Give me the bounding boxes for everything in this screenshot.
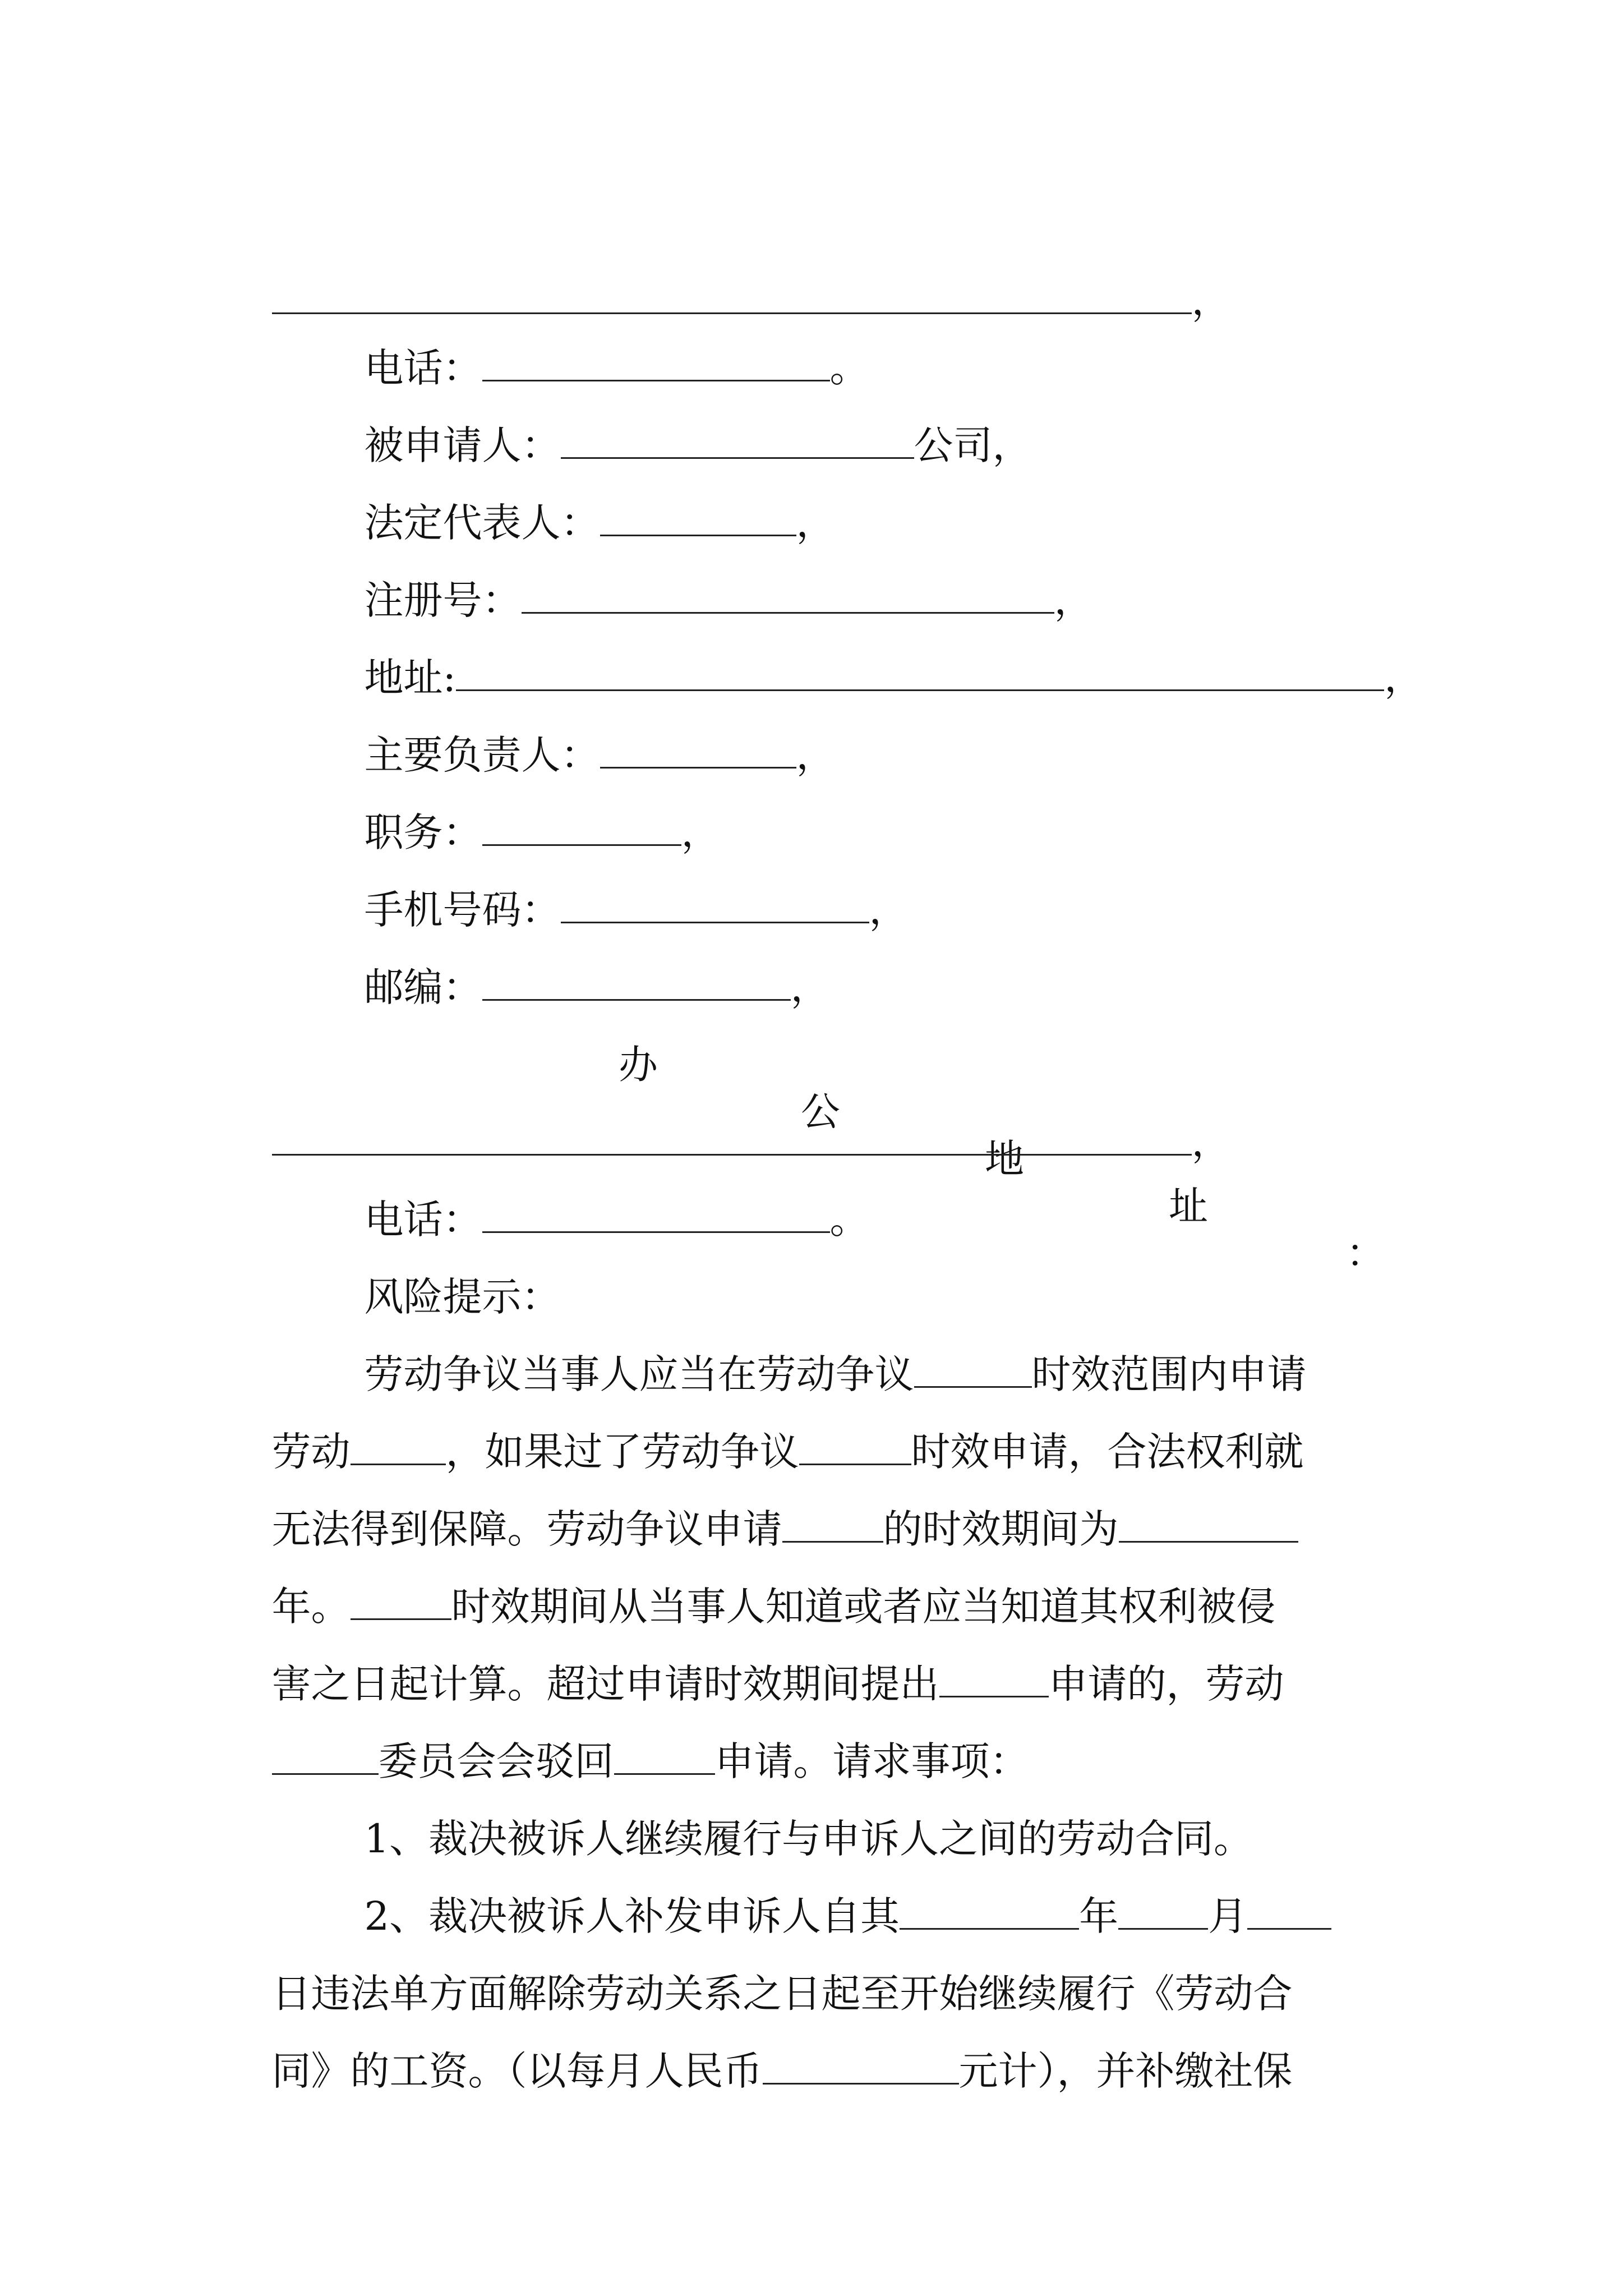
office-char: 公: [801, 1089, 840, 1135]
para-line-3: [247, 1458, 1298, 1552]
company-suffix: 公司，: [914, 422, 1032, 468]
text: 劳动: [271, 1429, 351, 1475]
comma: ，: [681, 809, 721, 855]
text: 同》的工资。（以每月人民币: [271, 2048, 763, 2094]
office-char: ：: [1346, 1230, 1385, 1276]
comma: ，: [796, 732, 836, 778]
text: 1、裁决被诉人继续履行与申诉人之间的劳动合同。: [364, 1816, 1253, 1862]
reg-no-line: [339, 530, 1094, 623]
comma: ，: [790, 964, 830, 1010]
comma: ，: [796, 500, 836, 546]
text: 申请。请求事项：: [714, 1738, 1029, 1784]
respondent-phone-line: [339, 1149, 869, 1243]
text: 2、裁决被诉人补发申诉人自其: [364, 1893, 900, 1939]
period: 。: [829, 345, 869, 391]
comma: ，: [1384, 655, 1424, 701]
claim-2-line-2: [247, 1923, 1293, 2017]
phone-label: 电话：: [364, 1197, 482, 1243]
text: 月: [1208, 1893, 1248, 1939]
text: 劳动争议当事人应当在劳动争议: [364, 1351, 914, 1397]
respondent-label: 被申请人：: [364, 422, 561, 468]
office-address-blank-line: [247, 1071, 1231, 1165]
para-line-6: [247, 1691, 1029, 1784]
position-line: [339, 762, 721, 855]
legal-rep-label: 法定代表人：: [364, 500, 600, 546]
risk-heading: [339, 1226, 561, 1320]
text: 无法得到保障。劳动争议申请: [271, 1506, 782, 1552]
respondent-line: [339, 375, 1032, 468]
text: 日违法单方面解除劳动关系之日起至开始继续履行《劳动合: [271, 1971, 1293, 2017]
para-line-5: [247, 1613, 1284, 1707]
address-label: 地址:: [364, 655, 457, 701]
postcode-line: [339, 917, 830, 1010]
mobile-line: [339, 839, 909, 933]
office-char: 址: [1169, 1183, 1208, 1229]
phone-label: 电话：: [364, 345, 482, 391]
period: 。: [829, 1197, 869, 1243]
postcode-label: 邮编：: [364, 964, 482, 1010]
claim-1: [339, 1768, 1253, 1862]
risk-label: 风险提示：: [364, 1274, 561, 1320]
text: 年。: [271, 1584, 351, 1630]
text: 元计），并补缴社保: [958, 2048, 1293, 2094]
claim-2-line-1: [339, 1846, 1331, 1939]
comma: ，: [1191, 1119, 1231, 1165]
address-line: [339, 607, 1424, 701]
office-char: 地: [985, 1136, 1024, 1182]
para-line-1: [339, 1304, 1391, 1397]
text: 委员会会驳回: [378, 1738, 614, 1784]
address-blank-line-1: [247, 230, 1231, 324]
comma: ，: [1191, 278, 1231, 324]
claim-2-line-3: [247, 2000, 1293, 2094]
text: 申请的，劳动: [1048, 1661, 1284, 1707]
text: 害之日起计算。超过申请时效期间提出: [271, 1661, 939, 1707]
text: 时效申请，合法权利就: [911, 1429, 1304, 1475]
comma: ，: [1054, 577, 1094, 623]
position-label: 职务：: [364, 809, 482, 855]
text: 时效范围内申请: [1031, 1351, 1307, 1397]
text: 的时效期间为: [883, 1506, 1119, 1552]
principal-label: 主要负责人：: [364, 732, 600, 778]
reg-no-label: 注册号：: [364, 577, 522, 623]
legal-rep-line: [339, 452, 836, 546]
text: 时效期间从当事人知道或者应当知道其权利被侵: [451, 1584, 1276, 1630]
applicant-phone-line: [339, 297, 869, 391]
principal-line: [339, 684, 836, 778]
office-char: 办: [619, 1042, 658, 1088]
comma: ，: [869, 887, 909, 933]
text: 年: [1079, 1893, 1119, 1939]
para-line-4: [247, 1536, 1276, 1630]
para-line-2: [247, 1381, 1304, 1475]
mobile-label: 手机号码：: [364, 887, 561, 933]
text: ，如果过了劳动争议: [445, 1429, 799, 1475]
amount-blank[interactable]: [763, 2049, 959, 2085]
